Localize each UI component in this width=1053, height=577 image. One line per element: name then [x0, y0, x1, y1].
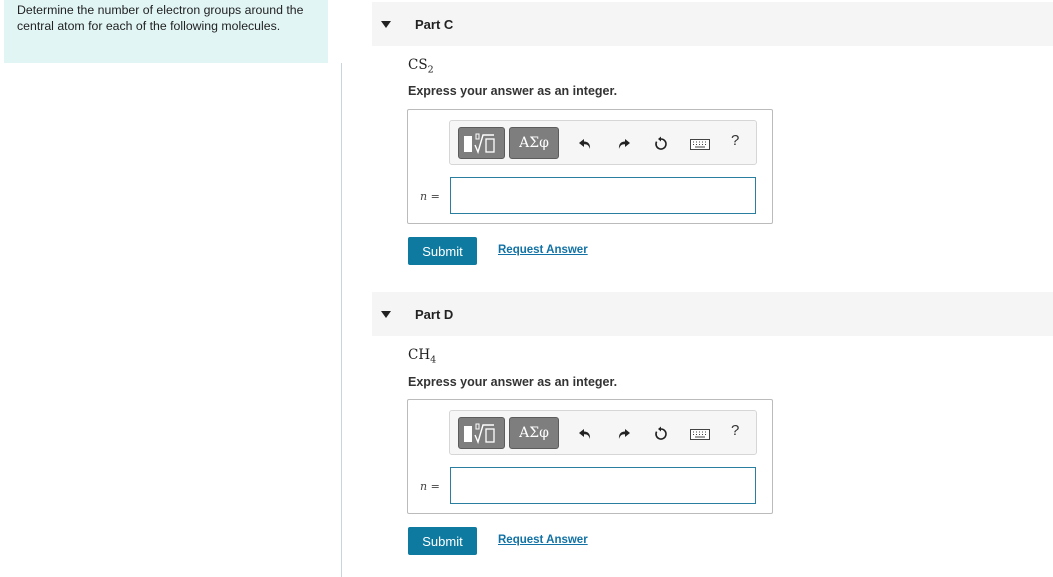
undo-icon[interactable] [575, 424, 595, 444]
greek-symbols-label: ΑΣφ [519, 135, 549, 151]
part-d-request-answer-link[interactable]: Request Answer [498, 534, 588, 546]
part-c-request-answer-link[interactable]: Request Answer [498, 244, 588, 256]
molecule-subscript: 4 [430, 354, 437, 366]
templates-icon [459, 418, 506, 450]
problem-instruction-box [4, 0, 328, 63]
reset-icon[interactable] [651, 424, 671, 444]
caret-down-icon [381, 311, 391, 318]
molecule-subscript: 2 [427, 64, 434, 76]
caret-down-icon [381, 21, 391, 28]
templates-icon [459, 128, 506, 160]
redo-icon[interactable] [614, 424, 634, 444]
templates-button[interactable] [458, 127, 505, 159]
part-c-title: Part C [415, 16, 454, 32]
greek-symbols-label: ΑΣφ [519, 425, 549, 441]
molecule-formula: CH [408, 347, 431, 363]
variable-label: n = [420, 480, 440, 493]
part-c-answer-box [407, 109, 773, 224]
part-d-answer-box [407, 399, 773, 514]
templates-button[interactable] [458, 417, 505, 449]
variable-label: n = [420, 190, 440, 203]
undo-icon[interactable] [575, 134, 595, 154]
help-icon[interactable]: ? [731, 132, 740, 149]
molecule-formula: CS [408, 57, 428, 73]
part-c-molecule [408, 57, 434, 76]
part-d-title: Part D [415, 306, 454, 322]
keyboard-icon[interactable] [688, 424, 712, 444]
part-c-instruction: Express your answer as an integer. [408, 84, 618, 98]
part-d-header[interactable] [372, 292, 1053, 336]
redo-icon[interactable] [614, 134, 634, 154]
part-d-answer-input[interactable] [450, 467, 756, 504]
math-toolbar [449, 410, 757, 455]
part-c-submit-button[interactable]: Submit [408, 237, 477, 265]
greek-symbols-button[interactable] [509, 127, 559, 159]
math-toolbar [449, 120, 757, 165]
help-icon[interactable]: ? [731, 422, 740, 439]
part-d-molecule [408, 347, 436, 366]
part-d-instruction: Express your answer as an integer. [408, 375, 618, 389]
keyboard-icon[interactable] [688, 134, 712, 154]
part-d-submit-button[interactable]: Submit [408, 527, 477, 555]
greek-symbols-button[interactable] [509, 417, 559, 449]
column-divider [341, 63, 342, 577]
part-c-header[interactable] [372, 2, 1053, 46]
problem-instruction-text: Determine the number of electron groups around the central atom for each of the following molecules. [17, 3, 304, 33]
reset-icon[interactable] [651, 134, 671, 154]
part-c-answer-input[interactable] [450, 177, 756, 214]
